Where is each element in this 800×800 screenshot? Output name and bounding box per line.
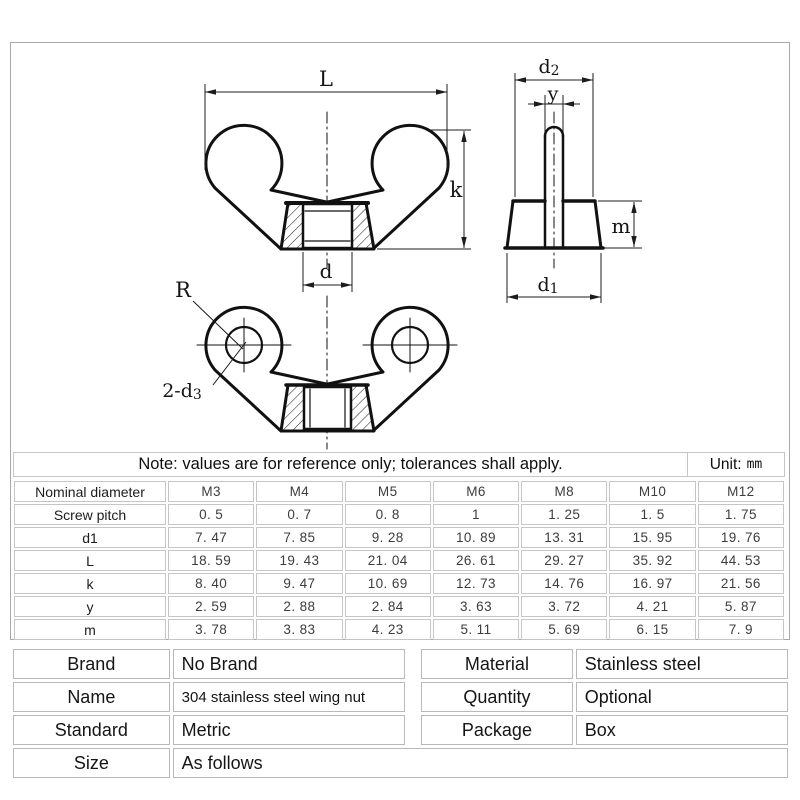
table-row — [13, 682, 788, 712]
unit-label: Unit: — [709, 455, 742, 473]
dim-cell: 8. 40 — [168, 573, 254, 594]
dim-cell: 44. 53 — [698, 550, 784, 571]
dim-cell: 2. 84 — [345, 596, 431, 617]
field-value: Box — [576, 715, 788, 745]
row-label: L — [14, 550, 166, 571]
dim-cell: 3. 83 — [256, 619, 342, 640]
dim-cell: 15. 95 — [609, 527, 695, 548]
dim-cell: M5 — [345, 481, 431, 502]
dim-label-m: m — [611, 214, 631, 238]
dim-cell: 35. 92 — [609, 550, 695, 571]
table-row — [14, 550, 784, 571]
field-value: Optional — [576, 682, 788, 712]
dim-cell: 10. 89 — [433, 527, 519, 548]
front-view-dimensions — [205, 84, 471, 292]
table-row — [14, 596, 784, 617]
field-label: Size — [13, 748, 170, 778]
dim-cell: 18. 59 — [168, 550, 254, 571]
dim-cell: M8 — [521, 481, 607, 502]
dim-cell: 5. 69 — [521, 619, 607, 640]
table-row — [14, 481, 784, 502]
dim-cell: 7. 9 — [698, 619, 784, 640]
front-view — [206, 112, 448, 268]
table-row — [13, 715, 788, 745]
dim-cell: 19. 76 — [698, 527, 784, 548]
dim-cell: 29. 27 — [521, 550, 607, 571]
row-label: Screw pitch — [14, 504, 166, 525]
field-value: 304 stainless steel wing nut — [173, 682, 405, 712]
dim-cell: 5. 87 — [698, 596, 784, 617]
dim-cell: M4 — [256, 481, 342, 502]
dim-cell: 0. 7 — [256, 504, 342, 525]
dim-cell: 3. 72 — [521, 596, 607, 617]
engineering-drawing — [11, 43, 789, 451]
field-label: Quantity — [421, 682, 573, 712]
field-value: As follows — [173, 748, 788, 778]
dim-cell: 21. 56 — [698, 573, 784, 594]
dim-cell: 4. 23 — [345, 619, 431, 640]
note-text: Note: values are for reference only; tolerances shall apply. — [138, 455, 563, 473]
bottom-view — [197, 296, 457, 449]
dim-cell: 14. 76 — [521, 573, 607, 594]
dim-cell: 7. 47 — [168, 527, 254, 548]
dim-cell: 7. 85 — [256, 527, 342, 548]
dim-cell: 5. 11 — [433, 619, 519, 640]
dim-label-y: y — [547, 83, 559, 105]
table-row — [14, 619, 784, 640]
thread-hole — [304, 387, 351, 429]
dim-cell: M6 — [433, 481, 519, 502]
dimension-table — [12, 479, 786, 642]
dim-cell: 16. 97 — [609, 573, 695, 594]
unit-cell — [687, 453, 784, 476]
base-side — [507, 201, 513, 248]
dim-cell: 1. 25 — [521, 504, 607, 525]
dim-cell: 4. 21 — [609, 596, 695, 617]
dim-cell: 9. 28 — [345, 527, 431, 548]
dim-label-k: k — [449, 178, 463, 202]
field-label: Package — [421, 715, 573, 745]
product-info-table — [10, 646, 791, 781]
row-label: Nominal diameter — [14, 481, 166, 502]
dim-cell: 2. 59 — [168, 596, 254, 617]
dim-cell: 1. 5 — [609, 504, 695, 525]
field-value: Stainless steel — [576, 649, 788, 679]
table-row — [14, 527, 784, 548]
row-label: m — [14, 619, 166, 640]
spacer — [408, 649, 418, 679]
spacer — [408, 682, 418, 712]
row-label: k — [14, 573, 166, 594]
unit-value: mm — [746, 457, 763, 472]
table-row — [14, 573, 784, 594]
dim-label-R: R — [175, 278, 191, 302]
dim-cell: 26. 61 — [433, 550, 519, 571]
dim-cell: M3 — [168, 481, 254, 502]
dim-cell: 21. 04 — [345, 550, 431, 571]
dim-label-2-d3: 2-d3 — [162, 380, 202, 403]
dim-cell: 9. 47 — [256, 573, 342, 594]
dim-cell: 0. 8 — [345, 504, 431, 525]
spacer — [408, 715, 418, 745]
dim-label-d: d — [319, 259, 333, 283]
side-view-dimensions — [507, 73, 642, 303]
table-row — [13, 748, 788, 778]
row-label: d1 — [14, 527, 166, 548]
field-label: Name — [13, 682, 170, 712]
dim-cell: M12 — [698, 481, 784, 502]
table-row — [14, 504, 784, 525]
row-label: y — [14, 596, 166, 617]
dim-cell: 0. 5 — [168, 504, 254, 525]
dim-label-d2: d2 — [538, 56, 560, 79]
side-view — [505, 112, 603, 268]
field-value: No Brand — [173, 649, 405, 679]
dim-cell: 3. 78 — [168, 619, 254, 640]
dim-cell: 6. 15 — [609, 619, 695, 640]
field-label: Material — [421, 649, 573, 679]
dim-label-L: L — [319, 67, 333, 91]
dim-cell: 12. 73 — [433, 573, 519, 594]
field-label: Standard — [13, 715, 170, 745]
table-row — [13, 649, 788, 679]
dim-cell: 3. 63 — [433, 596, 519, 617]
field-label: Brand — [13, 649, 170, 679]
dim-cell: 19. 43 — [256, 550, 342, 571]
dim-cell: 1 — [433, 504, 519, 525]
dim-cell: 10. 69 — [345, 573, 431, 594]
base-side — [595, 201, 601, 248]
note-row — [13, 452, 785, 477]
spec-sheet-panel — [10, 42, 790, 640]
dim-cell: 2. 88 — [256, 596, 342, 617]
dim-cell: M10 — [609, 481, 695, 502]
dim-label-d1: d1 — [537, 274, 559, 297]
dim-cell: 13. 31 — [521, 527, 607, 548]
dim-cell: 1. 75 — [698, 504, 784, 525]
field-value: Metric — [173, 715, 405, 745]
